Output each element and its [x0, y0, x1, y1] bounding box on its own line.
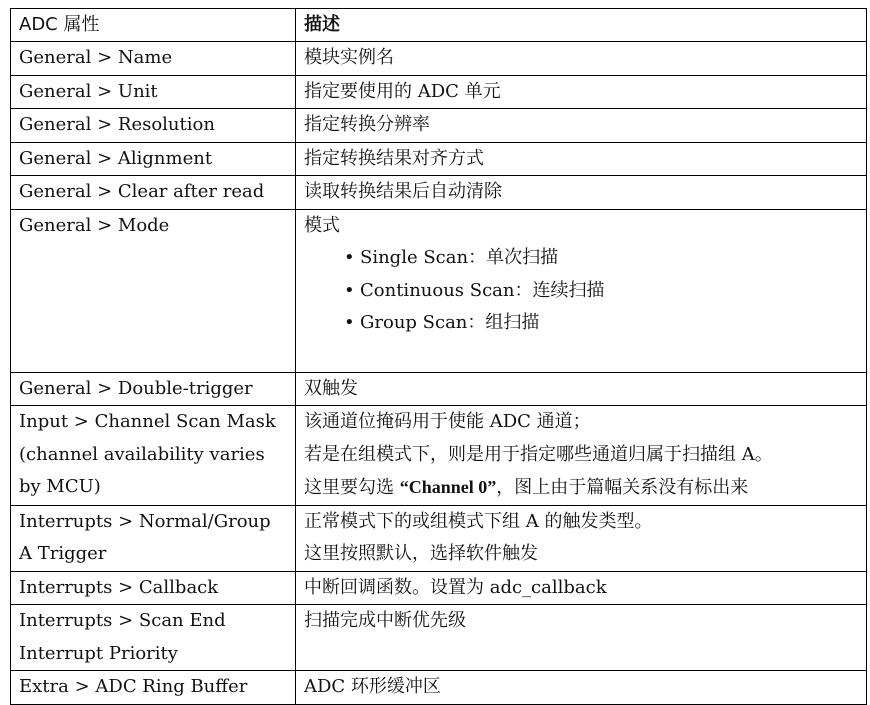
mode-description: 模式 [304, 214, 340, 236]
property-cell: Interrupts > Normal/Group A Trigger [11, 505, 296, 571]
description-cell: 指定转换分辨率 [296, 109, 867, 143]
description-cell: 中断回调函数。设置为 adc_callback [296, 571, 867, 605]
table-row [11, 42, 867, 76]
description-cell: 模块实例名 [296, 42, 867, 76]
property-cell: General > Clear after read [11, 176, 296, 210]
table-row [11, 406, 867, 506]
list-item: • Single Scan：单次扫描 [344, 242, 858, 275]
description-cell [296, 406, 867, 506]
table-row [11, 505, 867, 571]
table-row [11, 571, 867, 605]
description-line: 该通道位掩码用于使能 ADC 通道； [304, 411, 591, 432]
channel-0-highlight: “Channel 0” [399, 477, 497, 497]
table-row [11, 671, 867, 705]
description-cell: 指定要使用的 ADC 单元 [296, 75, 867, 109]
list-item: • Continuous Scan：连续扫描 [344, 275, 858, 308]
property-cell: General > Double-trigger [11, 372, 296, 406]
header-description: 描述 [296, 9, 867, 42]
description-cell [296, 505, 867, 571]
description-cell: 双触发 [296, 372, 867, 406]
property-cell: Extra > ADC Ring Buffer [11, 671, 296, 705]
description-cell: ADC 环形缓冲区 [296, 671, 867, 705]
description-cell: 扫描完成中断优先级 [296, 605, 867, 671]
property-cell: General > Unit [11, 75, 296, 109]
table-row [11, 605, 867, 671]
description-line: 若是在组模式下，则是用于指定哪些通道归属于扫描组 A。 [304, 443, 773, 465]
description-text: 这里要勾选 [304, 477, 400, 498]
mode-options-list [304, 242, 858, 340]
description-cell [296, 209, 867, 372]
description-cell: 读取转换结果后自动清除 [296, 176, 867, 210]
table-row [11, 75, 867, 109]
table-row [11, 372, 867, 406]
description-cell: 指定转换结果对齐方式 [296, 142, 867, 176]
table-row [11, 142, 867, 176]
property-cell: Interrupts > Callback [11, 571, 296, 605]
description-line: 这里按照默认，选择软件触发 [304, 543, 538, 564]
table-row [11, 209, 867, 372]
table-header-row [11, 9, 867, 42]
description-text: ，图上由于篇幅关系没有标出来 [496, 477, 749, 498]
property-cell: General > Alignment [11, 142, 296, 176]
property-cell: General > Resolution [11, 109, 296, 143]
property-cell: Input > Channel Scan Mask (channel availability varies by MCU) [11, 406, 296, 506]
adc-properties-table [10, 8, 867, 705]
property-cell: General > Name [11, 42, 296, 76]
list-item: • Group Scan：组扫描 [344, 307, 858, 340]
header-property: ADC 属性 [11, 9, 296, 42]
table-row [11, 176, 867, 210]
description-line: 正常模式下的或组模式下组 A 的触发类型。 [304, 510, 653, 532]
property-cell: General > Mode [11, 209, 296, 372]
property-cell: Interrupts > Scan End Interrupt Priority [11, 605, 296, 671]
description-line [304, 471, 858, 505]
table-row [11, 109, 867, 143]
